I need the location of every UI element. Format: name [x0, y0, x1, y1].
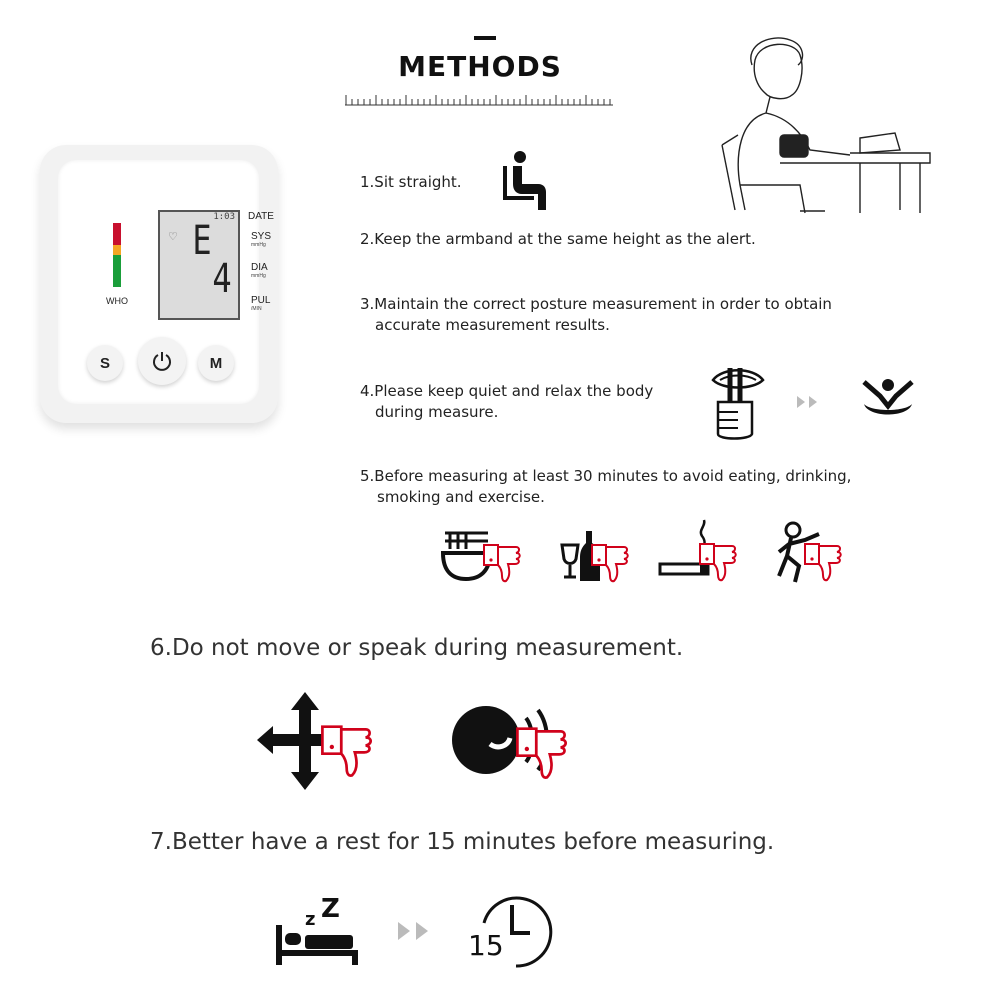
- step-1-text: 1.Sit straight.: [360, 173, 462, 191]
- clock-minutes-label: 15: [468, 929, 504, 962]
- dia-text: DIA: [251, 262, 268, 273]
- no-smoking-icon: [660, 520, 750, 595]
- no-moving-icon: [255, 692, 395, 807]
- svg-text:z: z: [305, 909, 316, 930]
- page-title: METHODS: [398, 50, 562, 83]
- step-2-text: 2.Keep the armband at the same height as the alert.: [360, 230, 756, 248]
- pul-unit: /MIN: [251, 306, 262, 312]
- pul-text: PUL: [251, 295, 271, 306]
- no-drinking-icon: [558, 525, 648, 595]
- arrow-icon-2: [396, 920, 440, 942]
- thumbs-down-icon: [517, 729, 565, 778]
- who-bar-green: [113, 255, 121, 287]
- step-5-line-1: 5.Before measuring at least 30 minutes to avoid eating, drinking,: [360, 467, 852, 485]
- heart-icon: ♡: [168, 230, 178, 243]
- sys-text: SYS: [251, 231, 272, 242]
- blood-pressure-monitor: [40, 145, 278, 423]
- dia-unit: mmHg: [251, 273, 266, 279]
- svg-text:Z: Z: [321, 894, 340, 924]
- who-indicator: [113, 223, 121, 287]
- lcd-time: 1:03: [213, 212, 235, 222]
- date-label: DATE: [248, 211, 274, 222]
- relax-icon: [860, 378, 916, 418]
- who-bar-red: [113, 223, 121, 245]
- lcd-error-number: 4: [212, 256, 232, 302]
- step-4-text: [360, 381, 653, 423]
- step-4-line-2: during measure.: [375, 403, 499, 421]
- sys-unit: mmHg: [251, 242, 266, 248]
- fifteen-minute-clock-icon: [470, 893, 550, 973]
- quiet-icon: [708, 362, 766, 442]
- step-4-line-1: 4.Please keep quiet and relax the body: [360, 382, 654, 400]
- power-button[interactable]: [138, 337, 186, 385]
- step-7-text: 7.Better have a rest for 15 minutes before measuring.: [150, 829, 775, 855]
- no-exercise-icon: [775, 520, 865, 595]
- s-button[interactable]: S: [87, 345, 123, 381]
- thumbs-down-icon: [805, 544, 841, 580]
- sitting-icon: [500, 150, 550, 212]
- step-3-text: [360, 294, 832, 336]
- header-bar: [474, 36, 496, 40]
- sys-label: [251, 232, 271, 248]
- thumbs-down-icon: [484, 545, 520, 581]
- power-icon: [151, 350, 173, 372]
- lcd-display: [158, 210, 240, 320]
- who-bar-yellow: [113, 245, 121, 255]
- no-speaking-icon: [450, 700, 600, 810]
- step-5-line-2: smoking and exercise.: [377, 488, 545, 506]
- sleep-icon: [275, 895, 360, 970]
- pul-label: [251, 296, 270, 312]
- m-button[interactable]: M: [198, 345, 234, 381]
- arrow-icon: [795, 394, 825, 410]
- person-measuring-illustration: [700, 35, 935, 215]
- step-6-text: 6.Do not move or speak during measurement.: [150, 635, 684, 661]
- step-3-line-1: 3.Maintain the correct posture measurement in order to obtain: [360, 295, 832, 313]
- no-eating-icon: [440, 525, 530, 595]
- ruler-decoration: [345, 92, 613, 106]
- thumbs-down-icon: [322, 727, 370, 776]
- lcd-error-code: E: [192, 218, 212, 264]
- step-5-text: [360, 466, 851, 508]
- step-3-line-2: accurate measurement results.: [375, 316, 610, 334]
- who-label: WHO: [106, 296, 128, 306]
- dia-label: [251, 263, 268, 279]
